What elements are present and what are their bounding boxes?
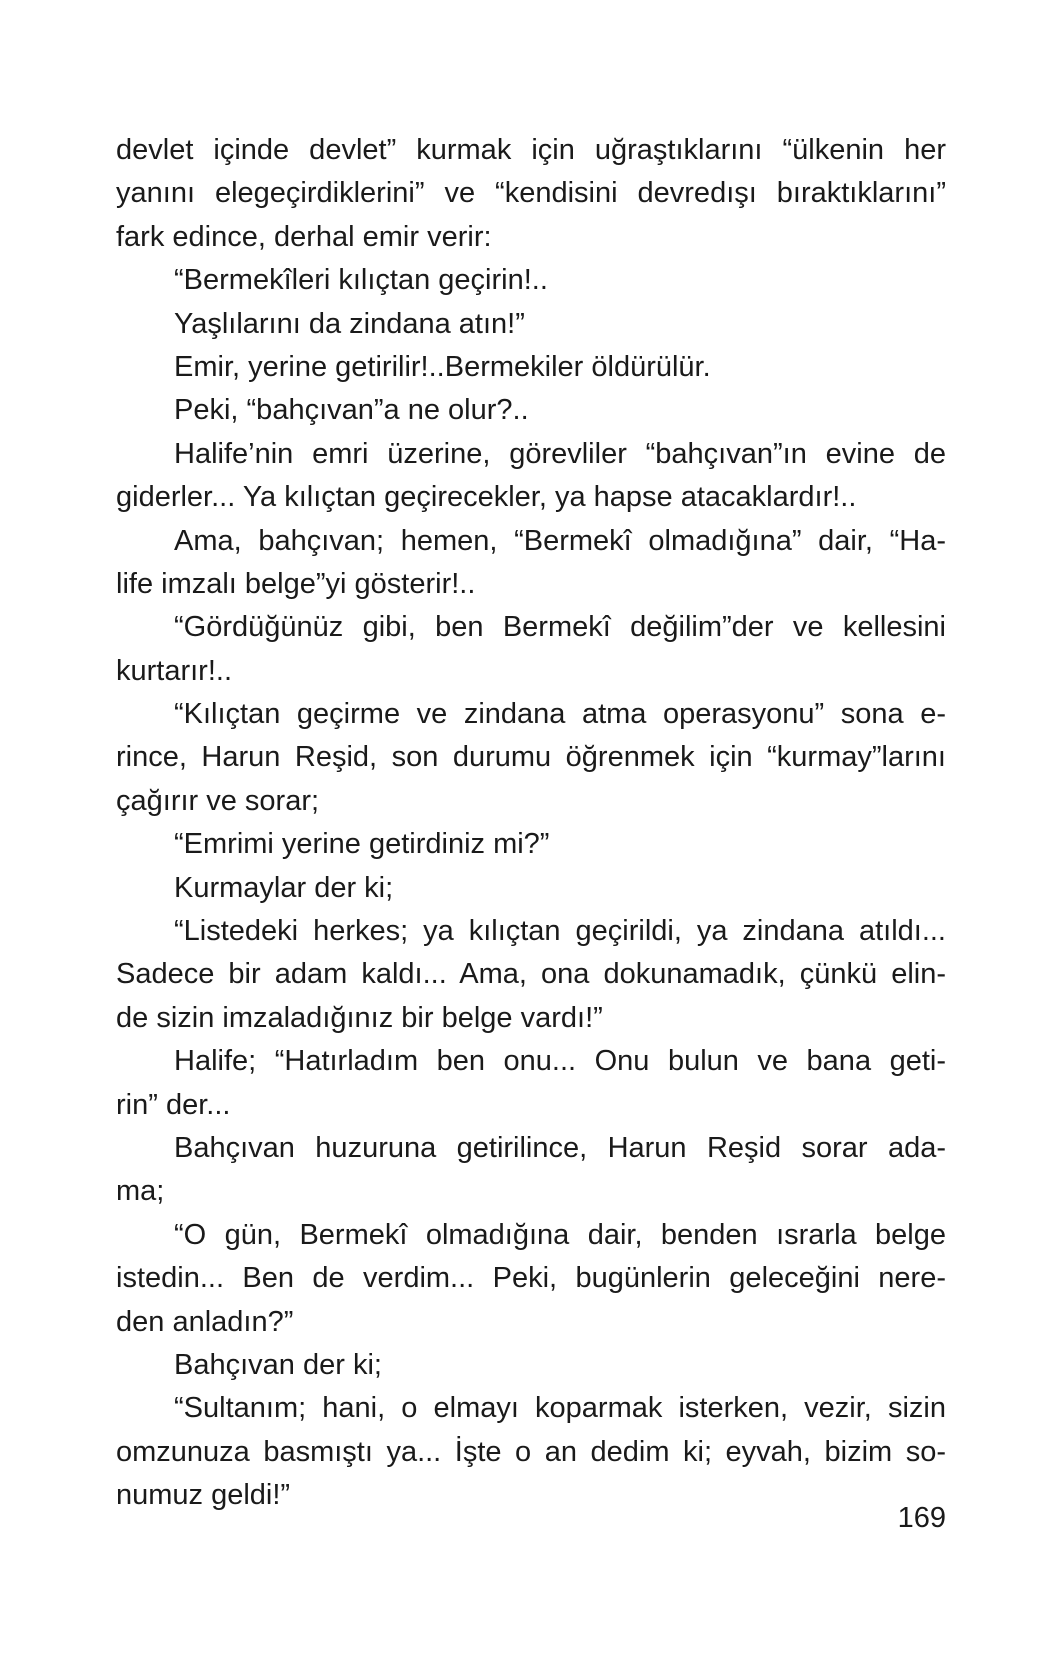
text-line: “Gördüğünüz gibi, ben Bermekî değilim”der ve kellesini <box>174 611 946 644</box>
text-line: Ama, bahçıvan; hemen, “Bermekî olmadığına” dair, “Ha- <box>174 524 946 557</box>
text-line: numuz geldi!” <box>116 1479 291 1512</box>
text-line: rince, Harun Reşid, son durumu öğrenmek için “kurmay”larını <box>116 741 946 774</box>
page-number: 169 <box>897 1502 946 1534</box>
text-line: fark edince, derhal emir verir: <box>116 220 492 253</box>
text-line: life imzalı belge”yi gösterir!.. <box>116 567 476 600</box>
text-line: “Sultanım; hani, o elmayı koparmak isterken, vezir, sizin <box>174 1392 946 1425</box>
text-line: Bahçıvan der ki; <box>174 1348 382 1381</box>
text-line: rin” der... <box>116 1088 231 1121</box>
text-line: “O gün, Bermekî olmadığına dair, benden ısrarla belge <box>174 1218 946 1251</box>
text-line: de sizin imzaladığınız bir belge vardı!” <box>116 1001 603 1034</box>
text-line: ma; <box>116 1175 165 1208</box>
text-line: yanını elegeçirdiklerini” ve “kendisini devredışı bıraktıklarını” <box>116 177 946 210</box>
text-line: “Listedeki herkes; ya kılıçtan geçirildi, ya zindana atıldı... <box>174 915 946 948</box>
text-line: giderler... Ya kılıçtan geçirecekler, ya hapse atacaklardır!.. <box>116 481 857 514</box>
text-line: Peki, “bahçıvan”a ne olur?.. <box>174 394 529 427</box>
text-line: den anladın?” <box>116 1305 294 1338</box>
text-line: çağırır ve sorar; <box>116 784 320 817</box>
body-text <box>116 129 946 1518</box>
text-line: kurtarır!.. <box>116 654 233 687</box>
text-line: Halife’nin emri üzerine, görevliler “bahçıvan”ın evine de <box>174 437 946 470</box>
text-line: Bahçıvan huzuruna getirilince, Harun Reşid sorar ada- <box>174 1131 946 1164</box>
text-line: Kurmaylar der ki; <box>174 871 394 904</box>
text-line: Sadece bir adam kaldı... Ama, ona dokunamadık, çünkü elin- <box>116 958 946 991</box>
text-line: Emir, yerine getirilir!..Bermekiler öldürülür. <box>174 350 711 383</box>
text-line: devlet içinde devlet” kurmak için uğraştıklarını “ülkenin her <box>116 134 946 166</box>
text-line: “Emrimi yerine getirdiniz mi?” <box>174 828 550 861</box>
text-line: omzunuza basmıştı ya... İşte o an dedim ki; eyvah, bizim so- <box>116 1435 946 1468</box>
text-line: “Bermekîleri kılıçtan geçirin!.. <box>174 264 548 297</box>
text-line: “Kılıçtan geçirme ve zindana atma operasyonu” sona e- <box>174 698 946 731</box>
text-line: istedin... Ben de verdim... Peki, bugünlerin geleceğini nere- <box>116 1262 946 1295</box>
text-line: Yaşlılarını da zindana atın!” <box>174 307 525 340</box>
text-line: Halife; “Hatırladım ben onu... Onu bulun ve bana geti- <box>174 1045 946 1078</box>
